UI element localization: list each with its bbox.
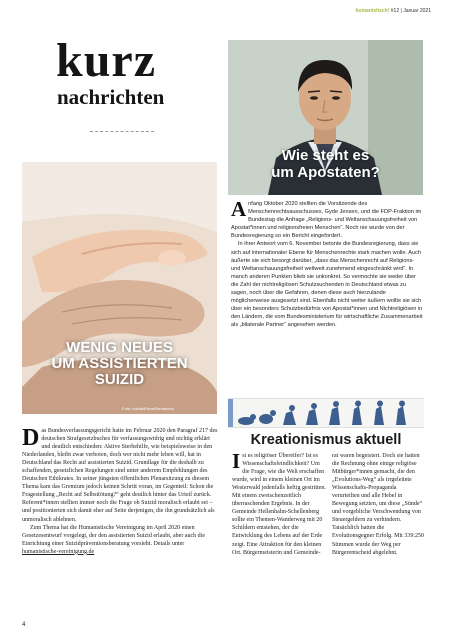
creationism-paragraph-1 [232,449,327,557]
suicide-title-line3: SUIZID [94,371,145,388]
apostate-article-body [231,197,423,330]
suicide-title-line2: UM ASSISTIERTEN [51,355,188,372]
apostate-paragraph-2: In ihrer Antwort vom 6. November betonte die Bundesregierung, dass sie sich auf internationaler Ebene für Menschenrechte stark machen wolle. Auch äußerte sie sich besorgt darüber, „dass das Menschenrecht auf Religions- und Weltanschauungsfreiheit weltweit zunehmend eingeschränkt wird“. In manch anderen Punkten blieb sie unkonkret. So vermochte sie weder über die Zahl der nichtreligiösen Schutzsuchenden in Deutschland etwas zu sagen, noch über die Gefahren, denen diese auch hierzulande möglicherweise ausgesetzt sind. Ebenfalls nicht weiter äußern wollte sie sich über ein besonders Schutzbedürfnis von Apostat*innen und Nichtreligiösen in den Ländern, die vom Bundesministerium für wirtschaftliche Zusammenarbeit als „bilaterale Partner“ angesehen werden. [231,241,423,329]
apostate-title-line1: Wie steht es [281,147,370,164]
creationism-dropcap: I [232,449,241,473]
creationism-column-1-text: st es religiöser Übereifer? Ist es Wissenschaftsfeindlichkeit? Um die Frage, wie die Welt erschaffen wurde, wird in einem kleinen Ort im Westerwald jedenfalls heftig gestritten. Mit einem zweischenzeitlich überraschenden Ergebnis. In der Gemeinde Hellenhahn-Schellenberg sollte ein Themen-Wanderweg mit 20 Schildern entstehen, der die Entwicklung des Lebens auf der Erde zeigt. Eine Attraktion für den kleinen Ort. Bürgermeisterin und Gemeinde- [232,453,326,556]
suicide-dropcap: D [22,425,40,451]
page-number: 4 [22,622,26,628]
issue-header [355,8,431,14]
apostate-title-line2: um Apostaten? [271,164,380,181]
section-title-nachrichten: nachrichten [57,85,165,109]
evolution-illustration [228,398,424,428]
creationism-column-2-text: rat waren begeistert. Doch sie hatten die Rechnung ohne einige religiöse Mitbürger*innen gemacht, die den „Evolutions-Weg“ als irrgeleitete Wissenschafts-Propaganda verurteilten und alle Hebel in Bewegung setzten, um diese „Sünde“ und vorgebliche Verschwendung von Steuergeldern zu verhindern. Tatsächlich hatten die Evolutionsgegner Erfolg. Mit 339:250 Stimmen wurde der Weg per Bürgerentscheid abgelehnt. [332,453,424,556]
suicide-paragraph-2 [22,524,218,556]
dotted-divider [90,131,154,132]
apostate-dropcap: A [231,197,247,221]
suicide-title-line1: WENIG NEUES [66,339,173,356]
apostate-paragraph-1 [231,197,423,240]
section-title-kurz: kurz [56,34,156,87]
humanist-association-link[interactable]: humanistische-vereinigung.de [22,548,95,555]
apostate-paragraph-1-text: nfang Oktober 2020 stellten die Vorsitzende des Menschenrechtsausschusses, Gyde Jensen, und die FDP-Fraktion im Bundestag die Anfrage „Religions- und Weltanschauungsfreiheit von Apostat*innen und religionsfreien Menschen“. Noch nie wurde von der Bundesregierung so ein Bericht eingefordert. [231,201,422,240]
creationism-article-title: Kreationismus aktuell [250,432,402,448]
evolution-accent-bar [228,399,233,427]
evolution-figures [228,399,424,427]
suicide-paragraph-1-text: as Bundesverfassungsgericht hatte im Februar 2020 den Paragraf 217 des deutschen Strafgesetzbuches für verfassungswidrig und nichtig erklärt und deutlich entschieden: Aktive Sterbehilfe, wie beispielsweise in den Niederlanden, bleibt zwar verboten, doch wer nicht mehr leben will, hat in Deutschland das Recht auf assistierten Suizid. Grundlage für die deshalb zu schaffenden, gesetzlichen Regelungen sind unter anderem Empfehlungen des Deutschen Ethikrates. In seiner jüngsten öffentlichen Plenarsitzung zu diesem Thema kam das Gremium jedoch keinen Schritt voran, im Gegenteil: Schon die Fragestellung „Recht auf Selbsttötung?“ geht deutlich hinter das Urteil zurück. Referent*innen stellten immer noch die Frage ob Suizid moralisch erlaubt sei – und positionierten sich damit eher auf Seite derjenigen, die ihn grundsätzlich als unmoralisch ablehnen. [22,428,218,523]
creationism-column-1 [232,449,327,557]
magazine-brand: humanistisch! [355,8,390,14]
photo-credit: Foto: fotolia/ElenaRomanova [122,406,174,411]
suicide-article-title [22,340,217,388]
suicide-paragraph-1 [22,427,218,524]
creationism-column-2 [332,452,424,557]
suicide-article-body [22,427,218,556]
apostate-article-title [228,147,423,181]
suicide-paragraph-2-text: Zum Thema hat die Humanistische Vereinigung im April 2020 einen Gesetzesentwurf vorgelegt, der den assistierten Suizid erlaubt, aber auch die Einrichtung einer Suizidpräventionsberatung vorsieht. Details unter [22,524,205,547]
issue-info: #12 | Januar 2021 [389,8,431,14]
